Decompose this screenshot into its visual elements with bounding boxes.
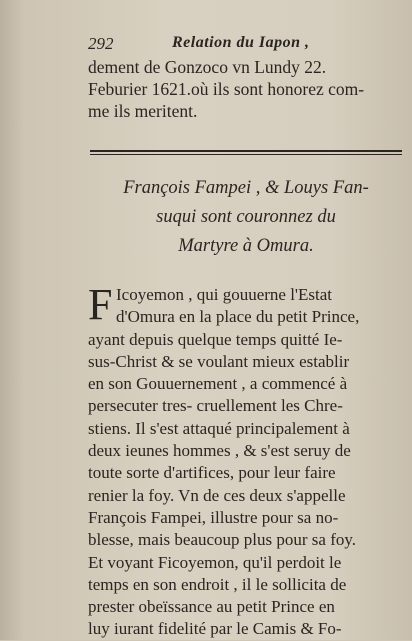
text-line: luy iurant fidelité par le Camis & Fo-	[88, 619, 342, 639]
running-head: Relation du Iapon ,	[172, 34, 310, 51]
text-line: renier la foy. Vn de ces deux s'appelle	[88, 485, 346, 505]
text-line: Icoyemon , qui gouuerne l'Estat	[116, 285, 332, 304]
page-number: 292	[88, 34, 114, 53]
page-header	[88, 34, 400, 56]
text-line: stiens. Il s'est attaqué principalement à	[88, 418, 350, 438]
text-line: blesse, mais beaucoup plus pour sa foy.	[88, 530, 357, 550]
text-line: Et voyant Ficoyemon, qu'il perdoit le	[88, 552, 342, 572]
text-line: sus-Christ & se voulant mieux establir	[88, 351, 350, 371]
text-line: en son Gouuernement , a commencé à	[88, 374, 348, 394]
section-divider	[90, 150, 402, 155]
title-line: François Fampei , & Louys Fan-	[123, 178, 369, 198]
continued-text	[88, 56, 404, 122]
text-line: François Fampei, illustre pour sa no-	[88, 507, 339, 527]
text-line: me ils meritent.	[88, 101, 198, 121]
text-line: prester obeïssance au petit Prince en	[88, 597, 335, 617]
body-text	[88, 280, 404, 641]
text-line: temps en son endroit , il le sollicita de	[88, 574, 347, 594]
text-line: ayant depuis quelque temps quitté Ie-	[88, 329, 343, 349]
chapter-title	[88, 174, 404, 261]
text-line: deux ieunes hommes , & s'est seruy de	[88, 441, 351, 461]
text-line: persecuter tres- cruellement les Chre-	[88, 396, 343, 416]
title-line: Martyre à Omura.	[178, 236, 314, 256]
text-line: dement de Gonzoco vn Lundy 22.	[88, 57, 327, 77]
text-line: toute sorte d'artifices, pour leur faire	[88, 463, 336, 483]
text-line: Feburier 1621.où ils sont honorez com-	[88, 79, 365, 99]
drop-cap: F	[88, 280, 113, 329]
title-line: suqui sont couronnez du	[156, 207, 336, 227]
text-line: d'Omura en la place du petit Prince,	[116, 307, 360, 327]
